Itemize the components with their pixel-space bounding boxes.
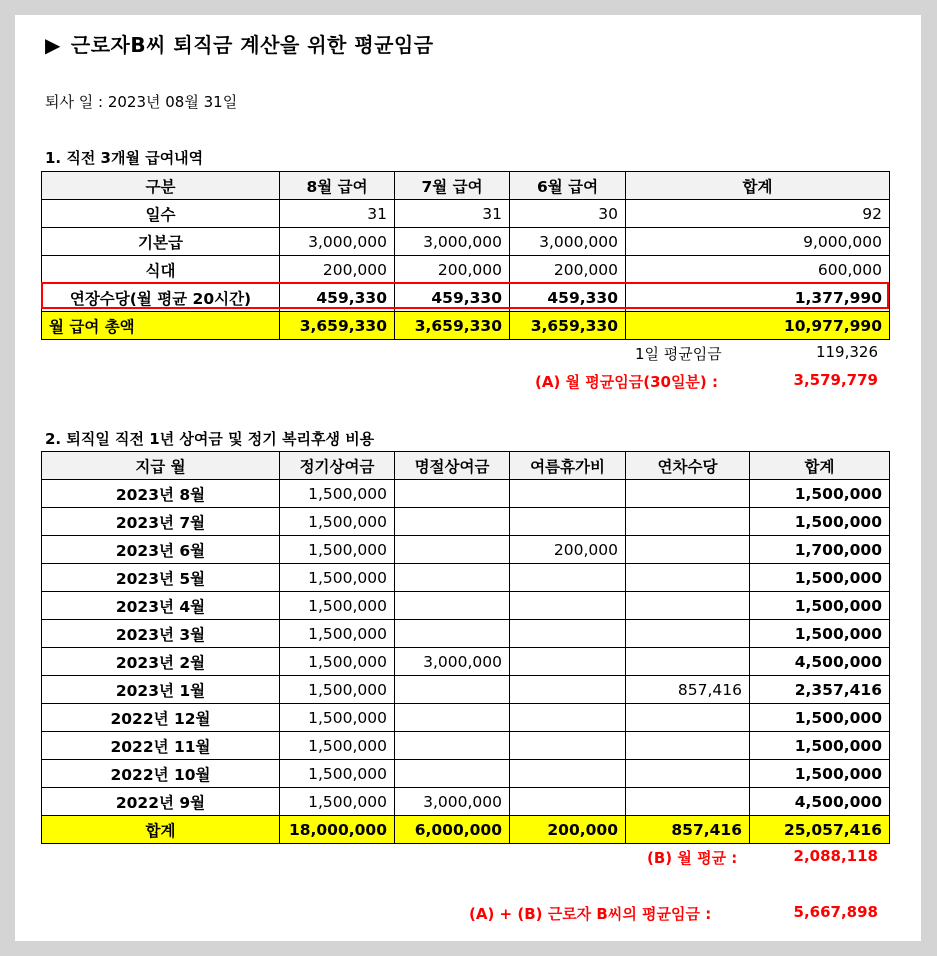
header-cell: 합계	[626, 172, 890, 200]
row-label: 2023년 2월	[42, 648, 280, 676]
cell-value	[626, 536, 750, 564]
row-label: 2023년 5월	[42, 564, 280, 592]
cell-value	[510, 760, 626, 788]
cell-value	[395, 732, 510, 760]
cell-value: 200,000	[280, 256, 395, 284]
cell-value	[395, 536, 510, 564]
cell-value: 1,500,000	[750, 760, 890, 788]
cell-value: 3,659,330	[280, 312, 395, 340]
cell-value	[510, 676, 626, 704]
row-label: 2023년 8월	[42, 480, 280, 508]
cell-value: 25,057,416	[750, 816, 890, 844]
table-row	[42, 284, 890, 312]
table-row	[42, 536, 890, 564]
cell-value	[510, 508, 626, 536]
header-cell: 연차수당	[626, 452, 750, 480]
cell-value: 1,700,000	[750, 536, 890, 564]
total-row	[42, 816, 890, 844]
salary-table	[41, 171, 890, 340]
cell-value	[510, 564, 626, 592]
cell-value: 1,500,000	[280, 788, 395, 816]
row-label: 2022년 11월	[42, 732, 280, 760]
cell-value	[510, 592, 626, 620]
table-row	[42, 732, 890, 760]
cell-value: 1,500,000	[750, 508, 890, 536]
bonus-table-header	[42, 452, 890, 480]
page-title-text: 근로자B씨 퇴직금 계산을 위한 평균임금	[70, 33, 434, 57]
cell-value: 31	[280, 200, 395, 228]
cell-value: 1,377,990	[626, 284, 890, 312]
cell-value: 3,000,000	[395, 648, 510, 676]
cell-value: 3,659,330	[510, 312, 626, 340]
row-label: 2023년 7월	[42, 508, 280, 536]
cell-value	[626, 592, 750, 620]
row-label: 식대	[42, 256, 280, 284]
table-row	[42, 228, 890, 256]
cell-value	[626, 508, 750, 536]
header-cell: 지급 월	[42, 452, 280, 480]
cell-value	[510, 704, 626, 732]
row-label: 2022년 10월	[42, 760, 280, 788]
cell-value	[626, 732, 750, 760]
triangle-marker-icon: ▶	[45, 33, 61, 57]
row-label: 월 급여 총액	[42, 312, 280, 340]
cell-value	[626, 620, 750, 648]
cell-value: 857,416	[626, 676, 750, 704]
cell-value	[510, 620, 626, 648]
row-label: 일수	[42, 200, 280, 228]
avg-b-label: (B) 월 평균 :	[647, 849, 738, 867]
row-label: 연장수당(월 평균 20시간)	[42, 284, 280, 312]
avg-a-label: (A) 월 평균임금(30일분) :	[535, 373, 719, 391]
header-cell: 구분	[42, 172, 280, 200]
cell-value: 3,000,000	[280, 228, 395, 256]
cell-value: 1,500,000	[280, 676, 395, 704]
cell-value: 1,500,000	[280, 564, 395, 592]
cell-value: 3,659,330	[395, 312, 510, 340]
row-label: 2023년 1월	[42, 676, 280, 704]
header-cell: 명절상여금	[395, 452, 510, 480]
cell-value: 459,330	[395, 284, 510, 312]
cell-value: 1,500,000	[280, 620, 395, 648]
page-title	[45, 29, 434, 58]
avg-b-value: 2,088,118	[793, 847, 878, 865]
cell-value: 1,500,000	[280, 648, 395, 676]
cell-value	[395, 592, 510, 620]
cell-value: 4,500,000	[750, 648, 890, 676]
cell-value: 857,416	[626, 816, 750, 844]
table-row	[42, 760, 890, 788]
cell-value: 2,357,416	[750, 676, 890, 704]
cell-value: 92	[626, 200, 890, 228]
table-row	[42, 592, 890, 620]
table-row	[42, 704, 890, 732]
cell-value	[626, 760, 750, 788]
table-row	[42, 676, 890, 704]
header-cell: 6월 급여	[510, 172, 626, 200]
table-row	[42, 620, 890, 648]
cell-value: 30	[510, 200, 626, 228]
row-label: 합계	[42, 816, 280, 844]
cell-value: 200,000	[510, 816, 626, 844]
header-cell: 정기상여금	[280, 452, 395, 480]
cell-value: 9,000,000	[626, 228, 890, 256]
table-row	[42, 200, 890, 228]
cell-value	[626, 564, 750, 592]
bonus-table	[41, 451, 890, 844]
cell-value	[626, 648, 750, 676]
cell-value: 459,330	[280, 284, 395, 312]
cell-value: 1,500,000	[750, 564, 890, 592]
salary-table-header	[42, 172, 890, 200]
cell-value	[395, 620, 510, 648]
cell-value: 31	[395, 200, 510, 228]
table-row	[42, 648, 890, 676]
cell-value: 1,500,000	[280, 508, 395, 536]
cell-value	[510, 480, 626, 508]
header-cell: 7월 급여	[395, 172, 510, 200]
cell-value	[626, 704, 750, 732]
total-row	[42, 312, 890, 340]
document-page	[15, 15, 921, 941]
row-label: 2022년 9월	[42, 788, 280, 816]
cell-value	[395, 704, 510, 732]
daily-average-value: 119,326	[815, 343, 878, 361]
cell-value: 3,000,000	[395, 228, 510, 256]
cell-value: 10,977,990	[626, 312, 890, 340]
cell-value	[395, 480, 510, 508]
avg-a-value: 3,579,779	[793, 371, 878, 389]
cell-value: 1,500,000	[280, 704, 395, 732]
row-label: 2023년 4월	[42, 592, 280, 620]
cell-value: 1,500,000	[280, 592, 395, 620]
cell-value: 1,500,000	[750, 732, 890, 760]
cell-value: 459,330	[510, 284, 626, 312]
cell-value: 1,500,000	[280, 760, 395, 788]
row-label: 2023년 3월	[42, 620, 280, 648]
row-label: 2022년 12월	[42, 704, 280, 732]
table-row	[42, 256, 890, 284]
cell-value: 1,500,000	[750, 620, 890, 648]
cell-value: 200,000	[510, 256, 626, 284]
cell-value	[395, 676, 510, 704]
retire-date: 퇴사 일 : 2023년 08월 31일	[45, 93, 238, 111]
table-row	[42, 480, 890, 508]
cell-value: 200,000	[395, 256, 510, 284]
cell-value: 18,000,000	[280, 816, 395, 844]
final-average-label: (A) + (B) 근로자 B씨의 평균임금 :	[469, 905, 712, 923]
cell-value: 1,500,000	[280, 480, 395, 508]
cell-value: 3,000,000	[395, 788, 510, 816]
cell-value: 6,000,000	[395, 816, 510, 844]
row-label: 2023년 6월	[42, 536, 280, 564]
cell-value	[395, 508, 510, 536]
cell-value: 1,500,000	[280, 536, 395, 564]
header-cell: 합계	[750, 452, 890, 480]
cell-value	[395, 564, 510, 592]
row-label: 기본급	[42, 228, 280, 256]
daily-average-label: 1일 평균임금	[635, 345, 722, 363]
cell-value: 3,000,000	[510, 228, 626, 256]
table-row	[42, 508, 890, 536]
cell-value	[395, 760, 510, 788]
table-row	[42, 788, 890, 816]
cell-value	[626, 480, 750, 508]
final-average-value: 5,667,898	[793, 903, 878, 921]
cell-value: 200,000	[510, 536, 626, 564]
cell-value	[510, 648, 626, 676]
header-cell: 8월 급여	[280, 172, 395, 200]
cell-value	[510, 788, 626, 816]
cell-value	[626, 788, 750, 816]
section2-heading: 2. 퇴직일 직전 1년 상여금 및 정기 복리후생 비용	[45, 430, 375, 448]
table-row	[42, 564, 890, 592]
cell-value: 1,500,000	[750, 480, 890, 508]
cell-value: 1,500,000	[750, 592, 890, 620]
section1-heading: 1. 직전 3개월 급여내역	[45, 149, 204, 167]
cell-value: 4,500,000	[750, 788, 890, 816]
header-cell: 여름휴가비	[510, 452, 626, 480]
cell-value	[510, 732, 626, 760]
cell-value: 600,000	[626, 256, 890, 284]
cell-value: 1,500,000	[750, 704, 890, 732]
cell-value: 1,500,000	[280, 732, 395, 760]
